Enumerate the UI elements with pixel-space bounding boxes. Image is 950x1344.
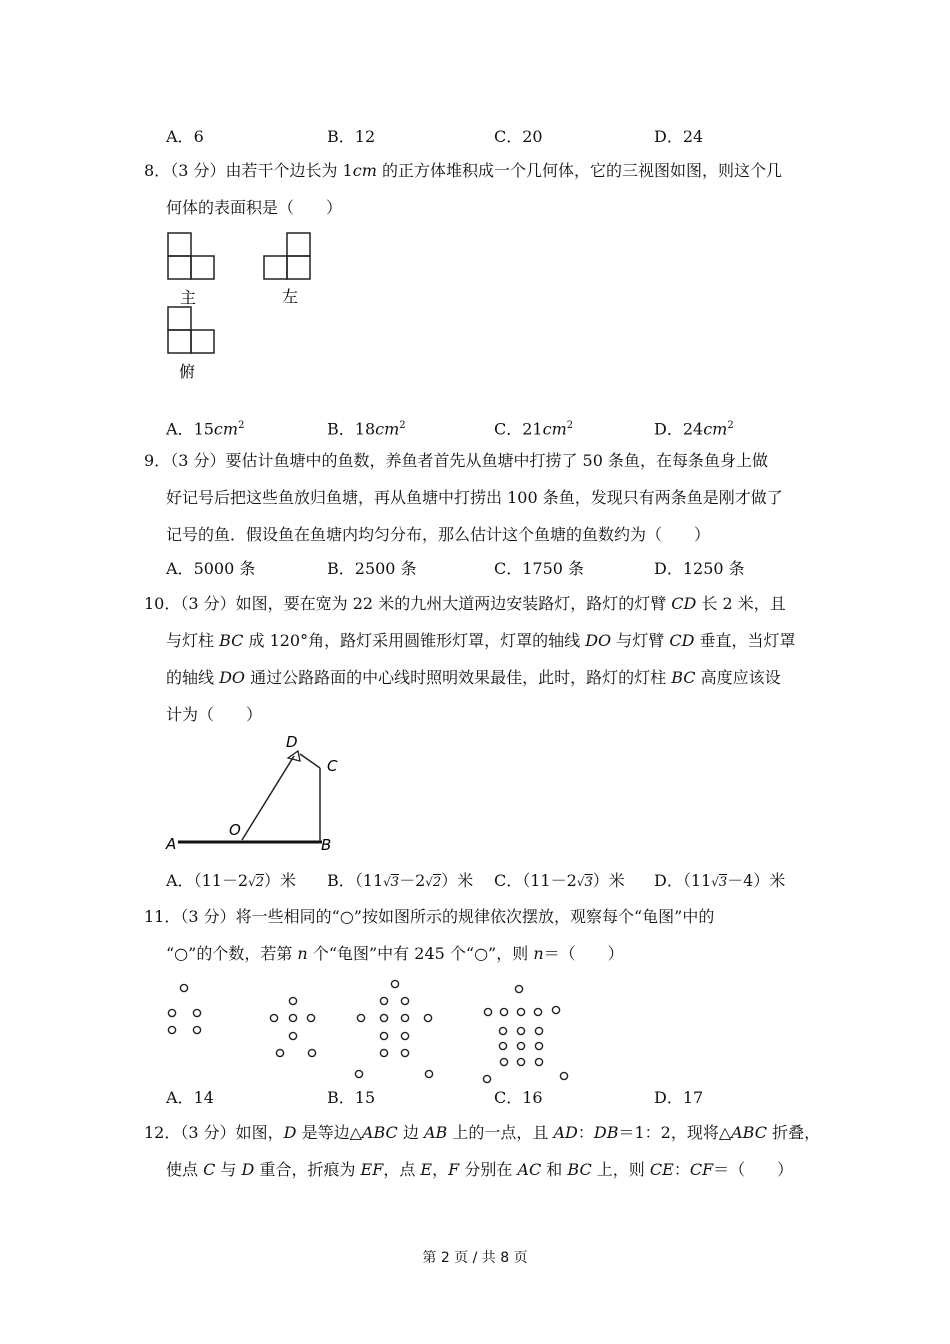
top-view-label: 俯 bbox=[179, 362, 196, 381]
point-a-label: A bbox=[166, 835, 177, 853]
q11-score: （3 分） bbox=[180, 907, 236, 926]
q9-stem-line2: 好记号后把这些鱼放归鱼塘，再从鱼塘中打捞出 100 条鱼，发现只有两条鱼是刚才做了 bbox=[166, 488, 783, 507]
point-o-label: O bbox=[229, 821, 241, 839]
q7-option-c: C．20 bbox=[494, 127, 543, 146]
q11-turtle-figures bbox=[160, 972, 580, 1084]
q12-score: （3 分） bbox=[180, 1123, 236, 1142]
q8-stem-line2: 何体的表面积是（ ） bbox=[166, 198, 343, 217]
q9-number: 9． bbox=[144, 451, 171, 470]
q11-stem-line1: 11．（3 分）将一些相同的“○”按如图所示的规律依次摆放，观察每个“龟图”中的 bbox=[144, 907, 715, 926]
q10-stem-line1: 10．（3 分）如图，要在宽为 22 米的九州大道两边安装路灯，路灯的灯臂 CD 长 2 米，且 bbox=[144, 594, 786, 613]
q10-option-b: B．（11√3－2√2）米 bbox=[327, 871, 474, 890]
page-footer: 第 2 页 / 共 8 页 bbox=[422, 1250, 528, 1266]
q8-score: （3 分） bbox=[170, 161, 226, 180]
q11-option-b: B．15 bbox=[327, 1088, 376, 1107]
q10-streetlight-figure bbox=[160, 730, 350, 856]
q10-option-a: A．（11－2√2）米 bbox=[166, 871, 297, 890]
q8-option-d: D．$24cm^2$ bbox=[654, 419, 734, 439]
q11-number: 11． bbox=[144, 907, 181, 926]
q10-option-d: D．（11√3－4）米 bbox=[654, 871, 786, 890]
q9-stem-line1: 9．（3 分）要估计鱼塘中的鱼数，养鱼者首先从鱼塘中打捞了 50 条鱼，在每条鱼身上做 bbox=[144, 451, 769, 470]
turtle-figure-2 bbox=[270, 997, 315, 1056]
point-d-label: D bbox=[286, 733, 298, 751]
q12-stem-line1: 12．（3 分）如图，D 是等边△ABC 边 AB 上的一点，且 AD：DB＝1：2，现将△ABC 折叠， bbox=[144, 1123, 821, 1142]
q8-three-views-figure bbox=[160, 225, 320, 385]
axis-do bbox=[242, 756, 294, 840]
q8-option-c: C．$21cm^2$ bbox=[494, 419, 574, 439]
q11-option-c: C．16 bbox=[494, 1088, 543, 1107]
q10-option-c: C．（11－2√3）米 bbox=[494, 871, 625, 890]
q9-option-c: C．1750 条 bbox=[494, 559, 585, 578]
q7-option-a: A．6 bbox=[166, 127, 204, 146]
q8-option-b: B．$18cm^2$ bbox=[327, 419, 406, 439]
q9-option-a: A．5000 条 bbox=[166, 559, 256, 578]
q10-number: 10． bbox=[144, 594, 181, 613]
q12-number: 12． bbox=[144, 1123, 181, 1142]
turtle-figure-3 bbox=[355, 980, 432, 1077]
q8-option-a: A．$15cm^2$ bbox=[166, 419, 245, 439]
q11-stem-line2: “○”的个数，若第 n 个“龟图”中有 245 个“○”，则 n＝（ ） bbox=[166, 944, 624, 963]
q9-option-d: D．1250 条 bbox=[654, 559, 745, 578]
q9-stem-line3: 记号的鱼．假设鱼在鱼塘内均匀分布，那么估计这个鱼塘的鱼数约为（ ） bbox=[166, 525, 711, 544]
q9-score: （3 分） bbox=[170, 451, 226, 470]
left-view-label: 左 bbox=[282, 287, 299, 306]
point-b-label: B bbox=[321, 836, 332, 854]
q8-number: 8． bbox=[144, 161, 171, 180]
turtle-figure-4 bbox=[483, 985, 567, 1082]
q11-option-d: D．17 bbox=[654, 1088, 704, 1107]
q10-score: （3 分） bbox=[180, 594, 236, 613]
q10-stem-line4: 计为（ ） bbox=[166, 705, 263, 724]
q9-option-b: B．2500 条 bbox=[327, 559, 417, 578]
q12-stem-line2: 使点 C 与 D 重合，折痕为 EF，点 E，F 分别在 AC 和 BC 上，则 CE：CF＝（ ） bbox=[166, 1160, 794, 1179]
q7-option-b: B．12 bbox=[327, 127, 376, 146]
q7-option-d: D．24 bbox=[654, 127, 704, 146]
point-c-label: C bbox=[327, 757, 338, 775]
q10-stem-line3: 的轴线 DO 通过公路路面的中心线时照明效果最佳，此时，路灯的灯柱 BC 高度应该设 bbox=[166, 668, 781, 687]
q8-stem-line1: 8．（3 分）由若干个边长为 1cm 的正方体堆积成一个几何体，它的三视图如图，则这个几 bbox=[144, 161, 782, 180]
arm-cd bbox=[300, 754, 320, 768]
q10-stem-line2: 与灯柱 BC 成 120°角，路灯采用圆锥形灯罩，灯罩的轴线 DO 与灯臂 CD 垂直，当灯罩 bbox=[166, 631, 796, 650]
q11-option-a: A．14 bbox=[166, 1088, 214, 1107]
main-view-label: 主 bbox=[180, 288, 197, 307]
turtle-figure-1 bbox=[168, 984, 200, 1033]
